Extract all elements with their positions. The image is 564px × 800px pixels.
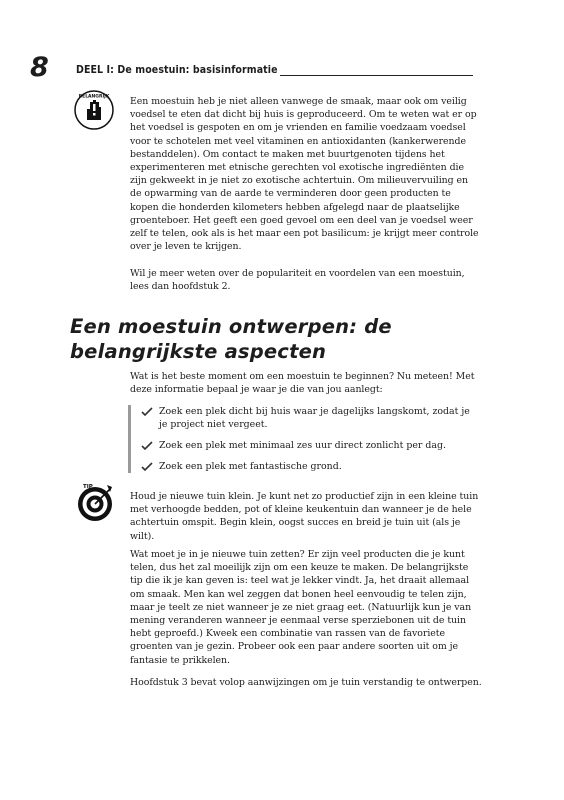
header-rule: [280, 75, 473, 76]
list-item: Zoek een plek dicht bij huis waar je dagelijks langskomt, zodat je je project niet vergeet.: [141, 405, 477, 431]
bullet-list: [128, 405, 485, 473]
list-item: Zoek een plek met fantastische grond.: [141, 460, 477, 473]
running-head: DEEL I: De moestuin: basisinformatie: [76, 64, 278, 76]
tip-target-icon: [74, 480, 116, 524]
important-hand-icon: [74, 90, 114, 130]
intro-paragraph-2: Wil je meer weten over de populariteit en voordelen van een moestuin, lees dan hoofdstuk 2.: [130, 268, 465, 293]
list-item: Zoek een plek met minimaal zes uur direct zonlicht per dag.: [141, 439, 477, 452]
section-lead-paragraph: Wat is het beste moment om een moestuin te beginnen? Nu meteen! Met deze informatie bepaal je waar je die van jou aanlegt:: [130, 371, 475, 396]
tip-label: TIP: [83, 484, 93, 490]
intro-paragraph-1: Een moestuin heb je niet alleen vanwege de smaak, maar ook om veilig voedsel te eten dat dicht bij huis is geproduceerd. Om te weten wat er op het voedsel is gespoten en om je vrienden en familie voedzaam voedsel voor te schotelen met veel vitaminen en antioxidanten (kankerwerende bestanddelen). Om contact te maken met buurtgenoten tijdens het experimenteren met etnische gerechten vol exotische ingrediënten die zijn gekweekt in je niet zo exotische achtertuin. Om milieuvervuiling en de opwarming van de aarde te verminderen door geen producten te kopen die honderden kilometers hebben afgelegd naar de plaatselijke groenteboer. Het geeft een goed gevoel om een deel van je voedsel weer zelf te telen, ook als is het maar een pot basilicum: je krijgt meer controle over je leven te krijgen.: [130, 96, 479, 253]
chapter-reference-paragraph: Hoofdstuk 3 bevat volop aanwijzingen om je tuin verstandig te ontwerpen.: [130, 677, 482, 688]
check-icon: [141, 407, 153, 416]
tip-paragraph: Houd je nieuwe tuin klein. Je kunt net zo productief zijn in een kleine tuin met verhoogde bedden, pot of kleine keukentuin dan wanneer je de hele achtertuin omspit. Begin klein, oogst succes en breid je tuin uit (als je wilt).: [130, 491, 479, 542]
check-icon: [141, 441, 153, 450]
important-label: BELANGRIJK: [78, 94, 110, 100]
section-heading: Een moestuin ontwerpen: de belangrijkste aspecten: [70, 315, 392, 363]
what-to-plant-paragraph: Wat moet je in je nieuwe tuin zetten? Er zijn veel producten die je kunt telen, dus het zal moeilijk zijn om een keuze te maken. De belangrijkste tip die ik je kan geven is: teel wat je lekker vindt. Ja, het draait allemaal om smaak. Men kan wel zeggen dat bonen heel eenvoudig te telen zijn, maar je teelt ze niet wanneer je ze niet graag eet. (Natuurlijk kun je van mening veranderen wanneer je eenmaal verse sperziebonen uit de tuin hebt geproefd.) Kweek een combinatie van rassen van de favoriete groenten van je gezin. Probeer ook een paar andere soorten uit om je fantasie te prikkelen.: [130, 549, 472, 666]
page-number: 8: [30, 52, 49, 83]
check-icon: [141, 462, 153, 471]
